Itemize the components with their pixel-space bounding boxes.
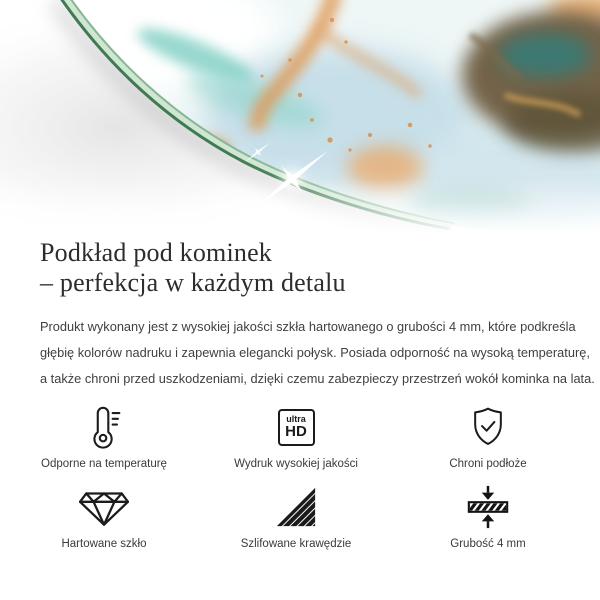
feature-heat-resistant bbox=[8, 404, 200, 470]
feature-label: Grubość 4 mm bbox=[450, 538, 526, 550]
feature-polished-edges bbox=[200, 484, 392, 550]
feature-label: Hartowane szkło bbox=[61, 538, 147, 550]
shield-check-icon bbox=[466, 405, 510, 449]
feature-label: Szlifowane krawędzie bbox=[240, 538, 352, 550]
ultra-hd-icon-bottom-text: HD bbox=[285, 423, 307, 440]
product-hero-image bbox=[0, 0, 600, 232]
feature-label: Odporne na temperaturę bbox=[41, 458, 167, 470]
page-title-line1: Podkład pod kominek bbox=[40, 238, 273, 267]
hero-bottom-fade bbox=[0, 150, 600, 232]
feature-tempered-glass bbox=[8, 484, 200, 550]
feature-grid bbox=[0, 404, 600, 550]
polished-edge-icon bbox=[274, 485, 318, 529]
feature-label: Wydruk wysokiej jakości bbox=[234, 458, 358, 470]
feature-label: Chroni podłoże bbox=[449, 458, 527, 470]
feature-protects-floor bbox=[392, 404, 584, 470]
page-title-line2: – perfekcja w każdym detalu bbox=[40, 268, 346, 297]
ultra-hd-icon-top-text: ultra bbox=[286, 414, 306, 424]
product-description-section bbox=[0, 238, 600, 392]
thickness-icon bbox=[465, 484, 511, 530]
description-line: Produkt wykonany jest z wysokiej jakości szkła hartowanego o grubości 4 mm, które podkreśla bbox=[40, 319, 576, 334]
description-line: a także chroni przed uszkodzeniami, dzięki czemu zabezpieczy przestrzeń wokół kominka na lata. bbox=[40, 371, 595, 386]
ultra-hd-icon bbox=[278, 409, 315, 446]
description-line: głębię kolorów nadruku i zapewnia elegancki połysk. Posiada odporność na wysoką temperaturę, bbox=[40, 345, 590, 360]
page-title bbox=[40, 238, 560, 298]
diamond-icon bbox=[79, 486, 129, 528]
thermometer-icon bbox=[81, 404, 127, 450]
product-description bbox=[40, 314, 595, 392]
feature-print-quality bbox=[200, 404, 392, 470]
feature-thickness bbox=[392, 484, 584, 550]
